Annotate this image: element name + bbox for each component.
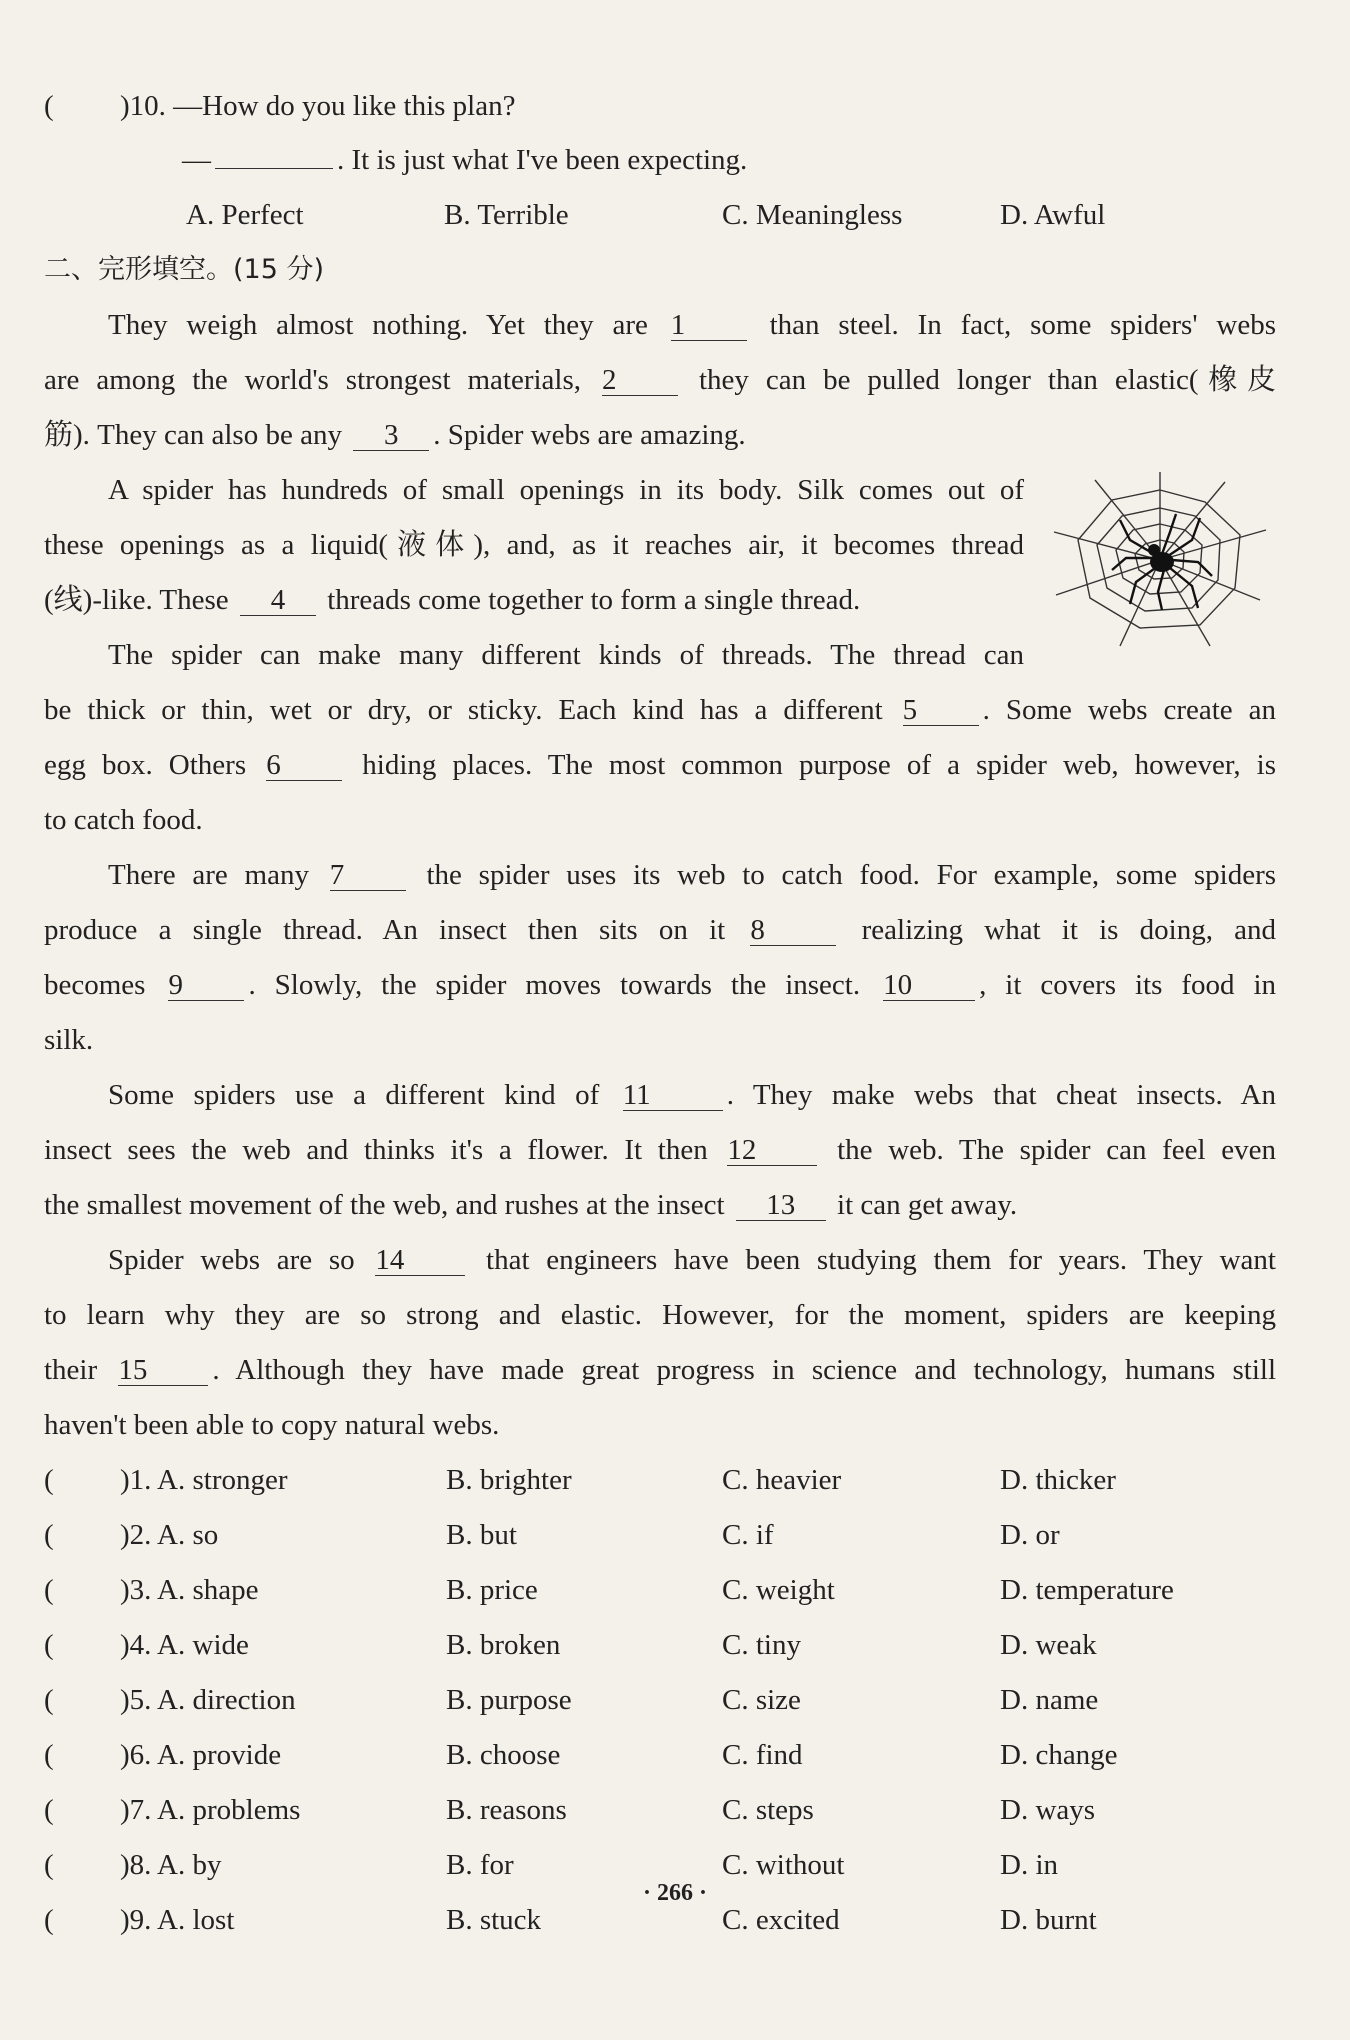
passage-line-19: to learn why they are so strong and elastic. However, for the moment, spiders are keeping (44, 1299, 1276, 1331)
passage-line-16: insect sees the web and thinks it's a flower. It then 12 the web. The spider can feel even (44, 1134, 1277, 1166)
option-b[interactable]: B. price (446, 1574, 538, 1606)
passage-line-8: be thick or thin, wet or dry, or sticky. Each kind has a different 5 . Some webs create an (44, 694, 1276, 726)
q10-reply-prefix: — (182, 144, 211, 176)
blank-9[interactable]: 9 (168, 970, 244, 1001)
question-stem-option-a[interactable]: )2. A. so (120, 1519, 219, 1551)
passage-line-1: They weigh almost nothing. Yet they are 1 than steel. In fact, some spiders' webs (108, 309, 1277, 341)
q10-stem-line (44, 86, 515, 126)
passage-line-4: A spider has hundreds of small openings in its body. Silk comes out of (108, 474, 1024, 506)
passage-line-3: 筋). They can also be any 3 . Spider webs are amazing. (44, 419, 746, 451)
option-c[interactable]: C. weight (722, 1574, 835, 1606)
question-stem-option-a[interactable]: )4. A. wide (120, 1629, 249, 1661)
option-d[interactable]: D. change (1000, 1739, 1118, 1771)
option-b[interactable]: B. choose (446, 1739, 561, 1771)
option-c[interactable]: C. steps (722, 1794, 814, 1826)
option-b[interactable]: B. brighter (446, 1464, 572, 1496)
q10-option-c[interactable]: C. Meaningless (722, 199, 903, 231)
option-b[interactable]: B. reasons (446, 1794, 567, 1826)
answer-paren[interactable]: ( (44, 1794, 54, 1826)
q10-option-b[interactable]: B. Terrible (444, 199, 569, 231)
blank-2[interactable]: 2 (602, 365, 678, 396)
answer-paren[interactable]: ( (44, 1519, 54, 1551)
q10-option-a[interactable]: A. Perfect (186, 199, 304, 231)
section-title: 二、完形填空。(15 分) (44, 254, 325, 285)
option-b[interactable]: B. purpose (446, 1684, 572, 1716)
option-c[interactable]: C. find (722, 1739, 803, 1771)
option-c[interactable]: C. heavier (722, 1464, 842, 1496)
answer-paren[interactable]: ( (44, 1684, 54, 1716)
question-row (44, 1625, 249, 1665)
blank-11[interactable]: 11 (623, 1080, 723, 1111)
option-d[interactable]: D. thicker (1000, 1464, 1116, 1496)
question-row (44, 1735, 281, 1775)
page-number: · 266 · (642, 1880, 707, 1906)
blank-8[interactable]: 8 (750, 915, 836, 946)
answer-paren[interactable]: ( (44, 1739, 54, 1771)
passage-line-7: The spider can make many different kinds of threads. The thread can (108, 639, 1024, 671)
passage-line-15: Some spiders use a different kind of 11 . They make webs that cheat insects. An (108, 1079, 1276, 1111)
option-d[interactable]: D. weak (1000, 1629, 1097, 1661)
option-c[interactable]: C. if (722, 1519, 774, 1551)
blank-4[interactable]: 4 (240, 585, 316, 616)
option-d[interactable]: D. burnt (1000, 1904, 1097, 1936)
blank-15[interactable]: 15 (118, 1355, 208, 1386)
question-stem-option-a[interactable]: )5. A. direction (120, 1684, 296, 1716)
question-row (44, 1460, 288, 1500)
question-stem-option-a[interactable]: )6. A. provide (120, 1739, 282, 1771)
question-row (44, 1680, 296, 1720)
passage-line-21: haven't been able to copy natural webs. (44, 1409, 500, 1441)
passage-line-5: these openings as a liquid(液体), and, as it reaches air, it becomes thread (44, 529, 1024, 561)
question-stem-option-a[interactable]: )7. A. problems (120, 1794, 301, 1826)
question-row (44, 1515, 218, 1555)
passage-line-10: to catch food. (44, 804, 203, 836)
q10-reply-blank[interactable] (215, 168, 333, 169)
q10-reply-text: . It is just what I've been expecting. (337, 144, 748, 176)
blank-3[interactable]: 3 (353, 420, 429, 451)
option-b[interactable]: B. broken (446, 1629, 561, 1661)
answer-paren[interactable]: ( (44, 1629, 54, 1661)
option-b[interactable]: B. for (446, 1849, 514, 1881)
q10-stem: )10. —How do you like this plan? (120, 90, 516, 122)
option-d[interactable]: D. temperature (1000, 1574, 1174, 1606)
blank-12[interactable]: 12 (727, 1135, 817, 1166)
passage-line-9: egg box. Others 6 hiding places. The most common purpose of a spider web, however, is (44, 749, 1277, 781)
option-c[interactable]: C. without (722, 1849, 845, 1881)
passage-line-6: (线)-like. These 4 threads come together to form a single thread. (44, 584, 861, 616)
question-stem-option-a[interactable]: )3. A. shape (120, 1574, 259, 1606)
question-stem-option-a[interactable]: )9. A. lost (120, 1904, 235, 1936)
option-d[interactable]: D. name (1000, 1684, 1099, 1716)
answer-paren[interactable]: ( (44, 1574, 54, 1606)
option-b[interactable]: B. but (446, 1519, 517, 1551)
question-stem-option-a[interactable]: )8. A. by (120, 1849, 222, 1881)
blank-13[interactable]: 13 (736, 1190, 826, 1221)
option-c[interactable]: C. excited (722, 1904, 840, 1936)
spider-web-icon (1050, 470, 1270, 650)
blank-6[interactable]: 6 (266, 750, 342, 781)
question-row (44, 1570, 259, 1610)
question-row (44, 1845, 222, 1885)
passage-line-13: becomes 9 . Slowly, the spider moves towards the insect. 10 , it covers its food in (44, 969, 1277, 1001)
question-row (44, 1790, 300, 1830)
option-c[interactable]: C. tiny (722, 1629, 801, 1661)
answer-paren[interactable]: ( (44, 1904, 54, 1936)
option-d[interactable]: D. or (1000, 1519, 1060, 1551)
answer-paren[interactable]: ( (44, 90, 54, 122)
question-stem-option-a[interactable]: )1. A. stronger (120, 1464, 288, 1496)
passage-line-17: the smallest movement of the web, and rushes at the insect 13 it can get away. (44, 1189, 1018, 1221)
blank-5[interactable]: 5 (903, 695, 979, 726)
blank-1[interactable]: 1 (671, 310, 747, 341)
option-d[interactable]: D. ways (1000, 1794, 1096, 1826)
option-d[interactable]: D. in (1000, 1849, 1058, 1881)
blank-14[interactable]: 14 (375, 1245, 465, 1276)
option-b[interactable]: B. stuck (446, 1904, 542, 1936)
passage-line-20: their 15 . Although they have made great progress in science and technology, humans still (44, 1354, 1276, 1386)
passage-line-11: There are many 7 the spider uses its web to catch food. For example, some spiders (108, 859, 1277, 891)
passage-line-12: produce a single thread. An insect then sits on it 8 realizing what it is doing, and (44, 914, 1277, 946)
passage-line-2: are among the world's strongest materials, 2 they can be pulled longer than elastic(橡皮 (44, 364, 1276, 396)
q10-reply-line (182, 140, 747, 180)
option-c[interactable]: C. size (722, 1684, 801, 1716)
answer-paren[interactable]: ( (44, 1849, 54, 1881)
q10-option-d[interactable]: D. Awful (1000, 199, 1106, 231)
blank-7[interactable]: 7 (330, 860, 406, 891)
passage-line-14: silk. (44, 1024, 94, 1056)
passage-line-18: Spider webs are so 14 that engineers have been studying them for years. They want (108, 1244, 1276, 1276)
answer-paren[interactable]: ( (44, 1464, 54, 1496)
blank-10[interactable]: 10 (883, 970, 975, 1001)
